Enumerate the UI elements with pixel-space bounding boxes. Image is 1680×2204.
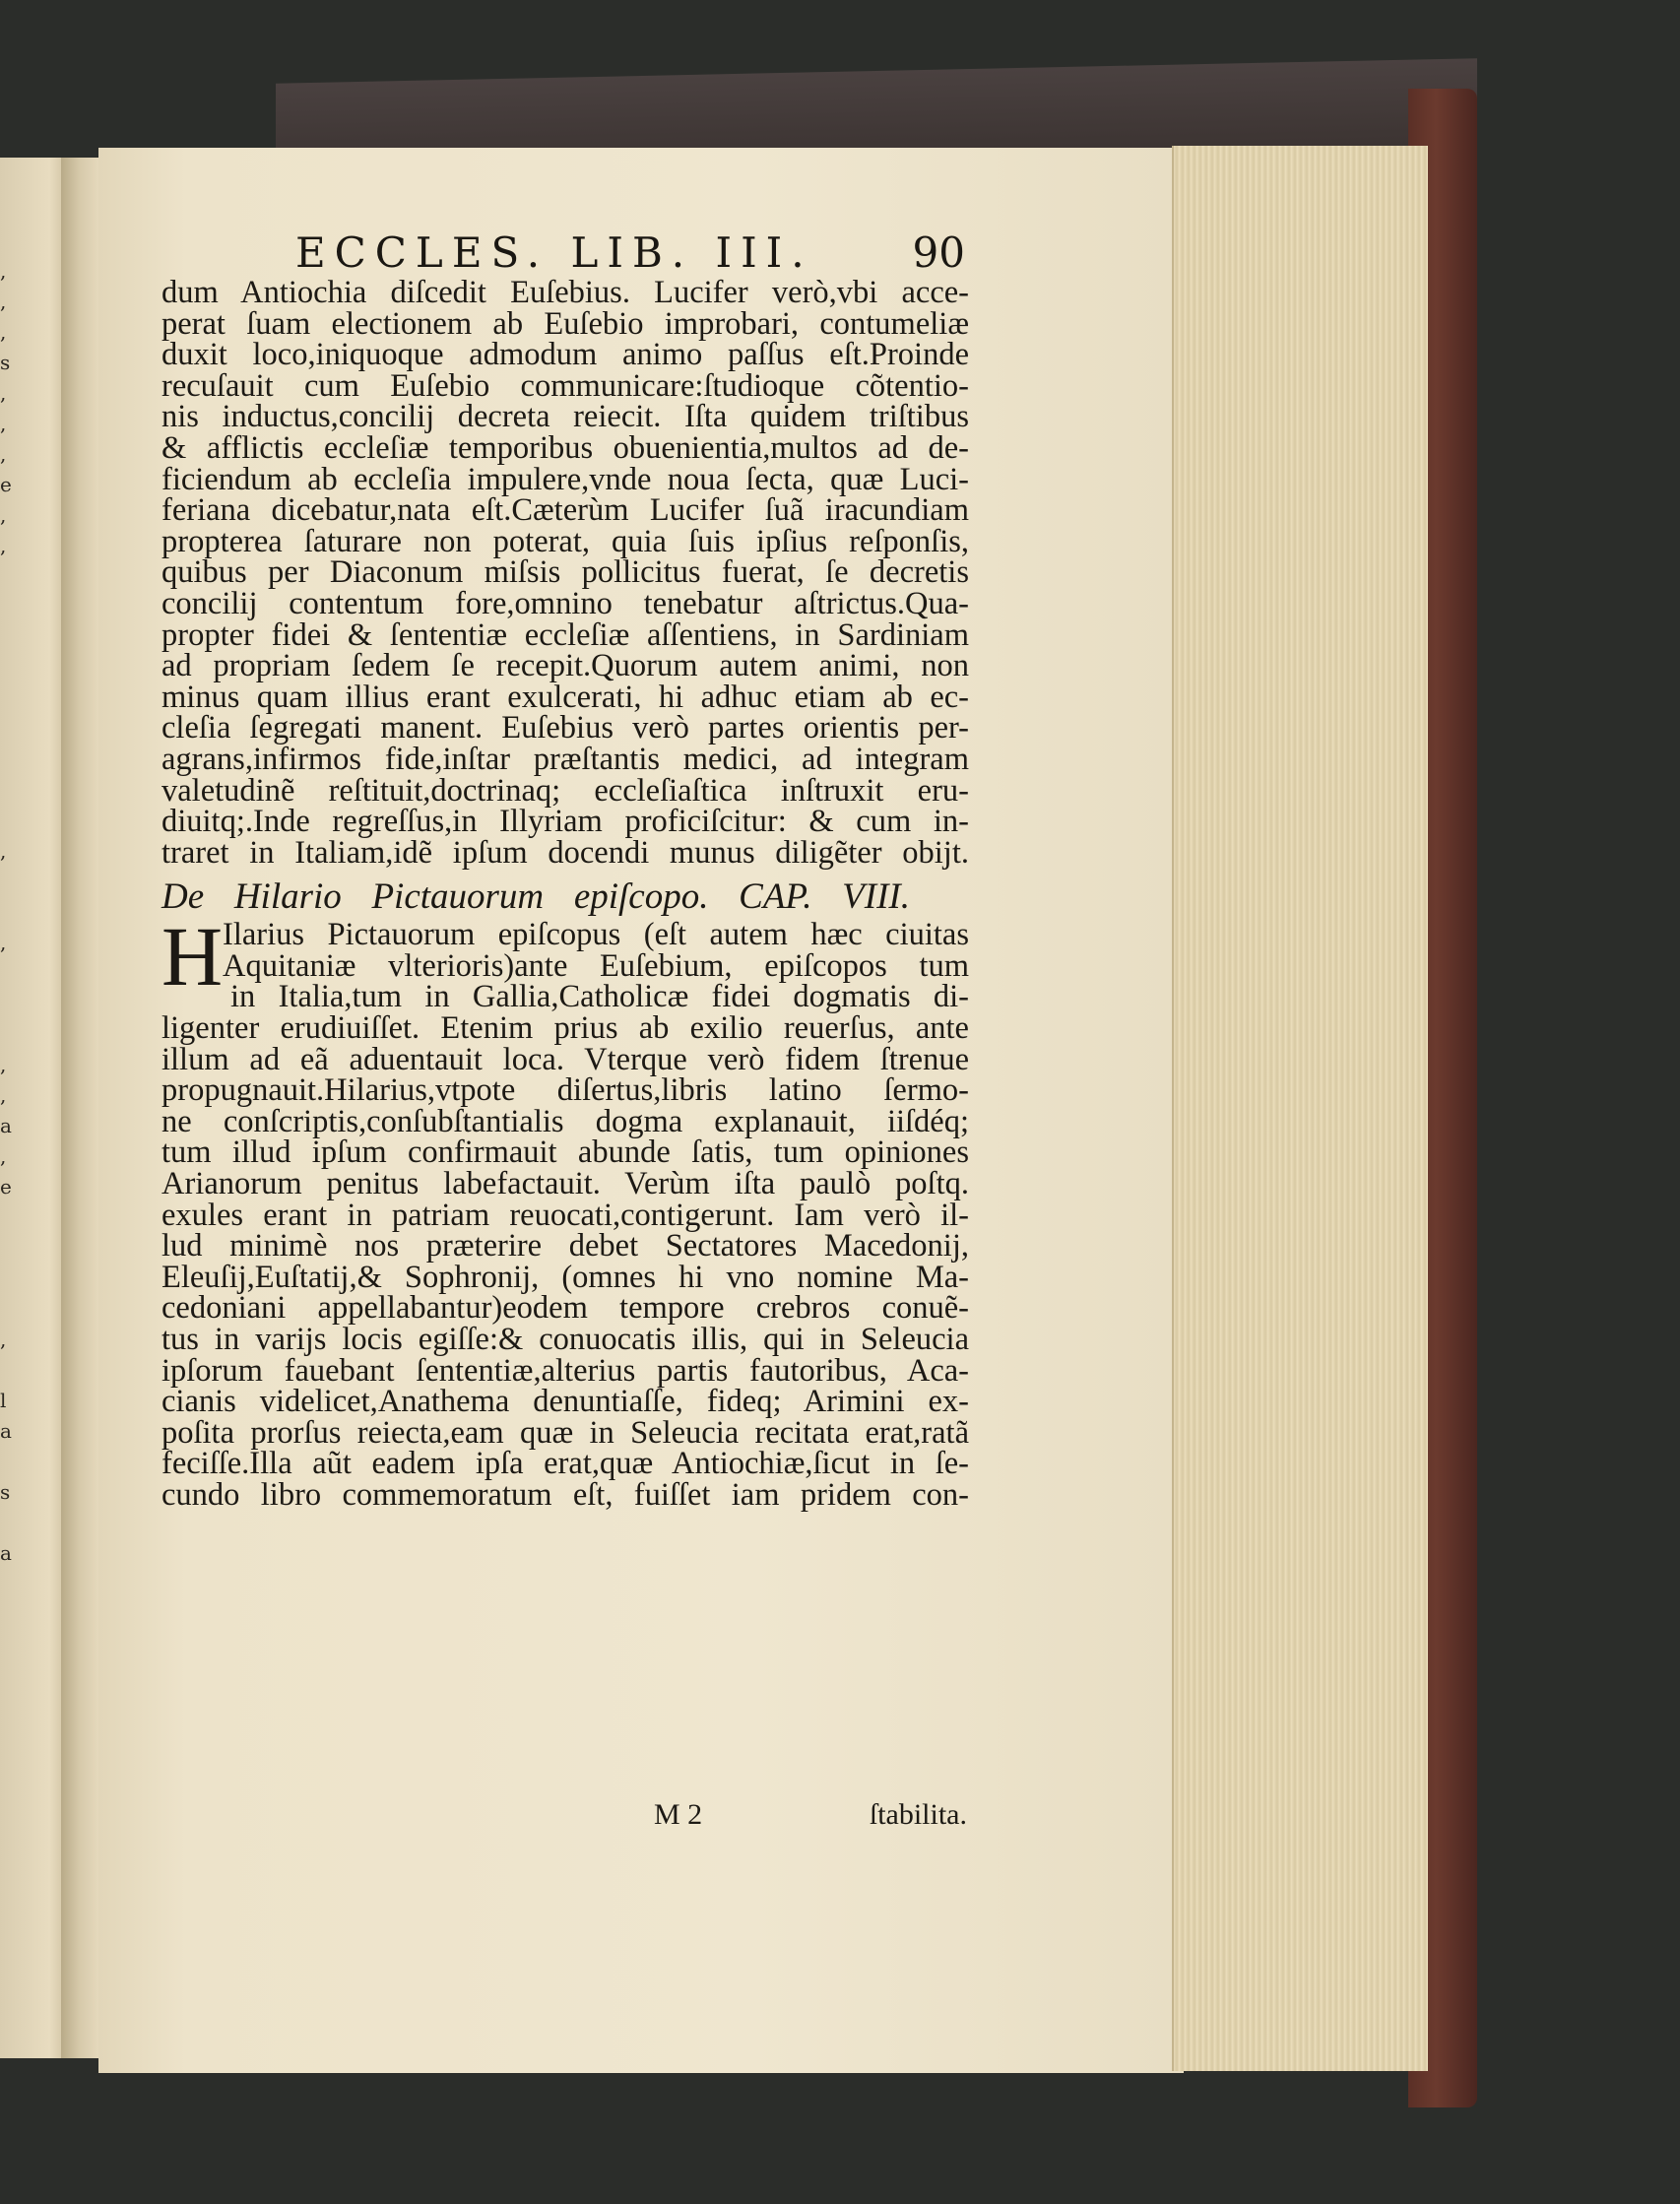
left-page-mark: , [0, 1328, 7, 1351]
left-page-mark [0, 683, 20, 714]
text-line: dum Antiochia diſcedit Euſebius. Lucifer verò,vbi acce- [162, 275, 969, 310]
catchword: ſtabilita. [869, 1798, 967, 1831]
text-line: & afflictis eccleſiæ temporibus obuenientia,multos ad de- [162, 429, 969, 466]
text-line: agrans,infirmos fide,inſtar præſtantis medici, ad integram [162, 741, 969, 777]
left-page-mark [0, 622, 20, 653]
text-line: ficiendum ab eccleſia impulere,vnde noua ſecta, quæ Luci- [162, 461, 969, 497]
text-line: minus quam illius erant exulcerati, hi adhuc etiam ab ec- [162, 679, 969, 715]
left-page-mark [0, 806, 20, 836]
text-line: nis inductus,concilij decreta reiecit. Iſta quidem triſtibus [162, 399, 969, 435]
left-page-mark [0, 1264, 20, 1294]
left-page-mark [0, 897, 20, 928]
paragraph-1 [162, 275, 969, 871]
text-line: ligenter erudiuiſſet. Etenim prius ab exilio reuerſus, ante [162, 1010, 969, 1047]
drop-cap: H [162, 909, 224, 1005]
page-number: 90 [912, 228, 965, 277]
left-page-mark: , [0, 503, 7, 527]
text-line: tum illud ipſum confirmauit abunde ſatis, tum opiniones [162, 1134, 969, 1171]
text-line: traret in Italiam,idẽ ipſum docendi munus diligẽter obijt. [162, 834, 969, 871]
text-line: valetudinẽ reſtituit,doctrinaq; eccleſiaſtica inſtruxit eru- [162, 772, 969, 809]
left-page-mark: , [0, 1083, 7, 1107]
left-page-mark [0, 1294, 20, 1325]
text-line: duxit loco,iniquoque admodum animo paſſus eſt.Proinde [162, 337, 969, 373]
left-page-mark: , [0, 1053, 7, 1076]
signature-mark: M 2 [654, 1798, 703, 1831]
left-page-mark: s [0, 351, 11, 374]
text-line: propter fidei & ſententiæ eccleſiæ aſſentiens, in Sardiniam [162, 616, 969, 653]
left-page-mark [0, 592, 20, 622]
text-line: cundo libro commemoratum eſt, fuiſſet iam pridem con- [162, 1476, 969, 1513]
left-page-mark [0, 1355, 20, 1386]
text-line: recuſauit cum Euſebio communicare:ſtudioque cõtentio- [162, 367, 969, 404]
signature-line [654, 1798, 967, 1834]
text-line: Ilarius Pictauorum epiſcopus (eſt autem hæc ciuitas [223, 917, 969, 953]
left-page-mark [0, 561, 20, 592]
text-line: in Italia,tum in Gallia,Catholicæ fidei dogmatis di- [230, 979, 969, 1015]
paragraph-2 [162, 909, 969, 1513]
left-page-mark: , [0, 534, 7, 557]
left-page-mark [0, 1202, 20, 1233]
text-line: ne conſcriptis,conſubſtantialis dogma explanauit, iiſdéq; [162, 1103, 969, 1139]
left-page-edge-letters [0, 256, 20, 1812]
text-line: perat ſuam electionem ab Euſebio improbari, contumeliæ [162, 305, 969, 342]
text-line: feciſſe.Illa aũt eadem ipſa erat,quæ Antiochiæ,ſicut in ſe- [162, 1446, 969, 1482]
left-page-mark: e [0, 1175, 12, 1199]
running-head-title: ECCLES. LIB. III. [295, 228, 813, 277]
left-page-mark: , [0, 412, 7, 435]
text-line: quibus per Diaconum miſsis pollicitus fuerat, ſe decretis [162, 554, 969, 591]
left-page-mark: a [0, 1541, 12, 1565]
chapter-heading: De Hilario Pictauorum epiſcopo. CAP. VIII. [162, 876, 910, 918]
text-block [162, 275, 969, 1513]
text-line: Eleuſij,Euſtatij,& Sophronij, (omnes hi vno nomine Ma- [162, 1259, 969, 1295]
left-page-mark: , [0, 290, 7, 313]
text-line: ad propriam ſedem ſe recepit.Quorum autem animi, non [162, 648, 969, 684]
text-line: Aquitaniæ vlterioris)ante Euſebium, epiſcopos tum [223, 947, 969, 984]
text-line: feriana dicebatur,nata eſt.Cæterùm Lucifer ſuã iracundiam [162, 492, 969, 529]
text-line: Arianorum penitus labefactauit. Verùm iſta paulò poſtq. [162, 1166, 969, 1202]
left-page-mark [0, 1233, 20, 1264]
left-page-mark: a [0, 1114, 12, 1137]
text-line: tus in varijs locis egiſſe:& conuocatis illis, qui in Seleucia [162, 1322, 969, 1357]
left-page-mark: , [0, 1144, 7, 1168]
text-line: illum ad eã aduentauit loca. Vterque verò fidem ſtrenue [162, 1041, 969, 1077]
left-page-mark: , [0, 839, 7, 863]
left-page-mark [0, 1019, 20, 1050]
left-page-mark [0, 989, 20, 1019]
text-line: cedoniani appellabantur)eodem tempore crebros conuẽ- [162, 1290, 969, 1327]
left-page-mark: , [0, 259, 7, 283]
left-page-mark: , [0, 320, 7, 344]
text-line: cianis videlicet,Anathema denuntiaſſe, fideq; Arimini ex- [162, 1384, 969, 1420]
text-line: concilij contentum fore,omnino tenebatur aſtrictus.Qua- [162, 585, 969, 621]
text-line: propugnauit.Hilarius,vtpote diſertus,libris latino ſermo- [162, 1072, 969, 1109]
text-line: diuitq;.Inde regreſſus,in Illyriam proficiſcitur: & cum in- [162, 804, 969, 840]
text-line: poſita prorſus reiecta,eam quæ in Seleucia recitata erat,ratã [162, 1414, 969, 1451]
left-page-mark: , [0, 381, 7, 405]
text-line: ipſorum fauebant ſententiæ,alterius partis fautoribus, Aca- [162, 1352, 969, 1389]
running-head [295, 228, 965, 276]
left-page-mark [0, 1447, 20, 1477]
left-page-mark [0, 714, 20, 745]
left-page-mark: , [0, 931, 7, 954]
left-page-mark [0, 745, 20, 775]
left-page-mark: s [0, 1480, 11, 1504]
left-page-mark: e [0, 473, 12, 496]
left-page-mark: , [0, 442, 7, 466]
text-line: cleſia ſegregati manent. Euſebius verò partes orientis per- [162, 710, 969, 746]
left-page-mark [0, 867, 20, 897]
left-page-mark: a [0, 1419, 12, 1443]
left-page-mark [0, 653, 20, 683]
left-page-mark [0, 775, 20, 806]
left-page-mark: l [0, 1389, 7, 1412]
text-line: exules erant in patriam reuocati,contigerunt. Iam verò il- [162, 1197, 969, 1233]
text-line: lud minimè nos præterire debet Sectatores Macedonij, [162, 1228, 969, 1264]
text-line: propterea ſaturare non poterat, quia ſuis ipſius reſponſis, [162, 523, 969, 559]
page-edges-stack [1172, 146, 1428, 2071]
left-page-mark [0, 1508, 20, 1538]
left-page-mark [0, 958, 20, 989]
